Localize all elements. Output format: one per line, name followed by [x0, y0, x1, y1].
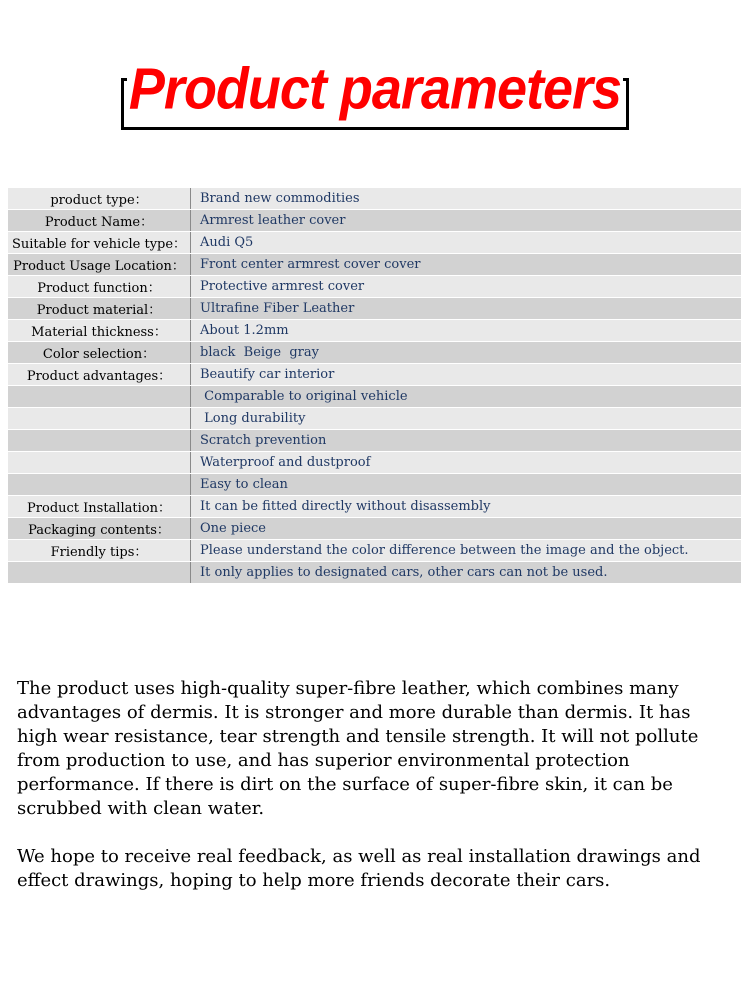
table-row [8, 496, 741, 518]
param-value: Easy to clean [191, 474, 742, 496]
param-value: Long durability [191, 408, 742, 430]
param-label [8, 562, 191, 584]
table-row [8, 298, 741, 320]
param-value: Brand new commodities [191, 188, 742, 210]
param-label: Product advantages： [8, 364, 191, 386]
param-value: Armrest leather cover [191, 210, 742, 232]
param-label: Suitable for vehicle type： [8, 232, 191, 254]
table-row [8, 232, 741, 254]
param-value: Scratch prevention [191, 430, 742, 452]
param-value: Please understand the color difference between the image and the object. [191, 540, 742, 562]
table-row [8, 276, 741, 298]
table-row [8, 474, 741, 496]
param-value: Comparable to original vehicle [191, 386, 742, 408]
parameters-table-body [8, 188, 741, 584]
param-label [8, 474, 191, 496]
page-title: Product parameters [128, 56, 622, 122]
table-row [8, 342, 741, 364]
param-value: Waterproof and dustproof [191, 452, 742, 474]
feedback-paragraph: We hope to receive real feedback, as well as real installation drawings and effect drawings, hoping to help more friends decorate their cars. [17, 846, 701, 891]
table-row [8, 320, 741, 342]
table-row [8, 254, 741, 276]
param-value: About 1.2mm [191, 320, 742, 342]
param-value: Audi Q5 [191, 232, 742, 254]
parameters-table [8, 188, 741, 584]
title-underline [121, 127, 629, 130]
table-row [8, 518, 741, 540]
param-value: It only applies to designated cars, other cars can not be used. [191, 562, 742, 584]
param-label [8, 430, 191, 452]
table-row [8, 188, 741, 210]
table-row [8, 408, 741, 430]
param-label: Product Installation： [8, 496, 191, 518]
title-banner [121, 56, 629, 130]
param-value: Beautify car interior [191, 364, 742, 386]
param-value: One piece [191, 518, 742, 540]
param-label: Product material： [8, 298, 191, 320]
param-label: Product function： [8, 276, 191, 298]
table-row [8, 430, 741, 452]
table-row [8, 562, 741, 584]
param-label: Packaging contents： [8, 518, 191, 540]
param-label: product type： [8, 188, 191, 210]
param-value: Protective armrest cover [191, 276, 742, 298]
param-label [8, 452, 191, 474]
param-label: Product Usage Location： [8, 254, 191, 276]
param-value: Front center armrest cover cover [191, 254, 742, 276]
table-row [8, 386, 741, 408]
param-value: It can be fitted directly without disassembly [191, 496, 742, 518]
param-value: Ultrafine Fiber Leather [191, 298, 742, 320]
param-label: Material thickness： [8, 320, 191, 342]
param-label: Product Name： [8, 210, 191, 232]
param-label [8, 408, 191, 430]
param-label: Friendly tips： [8, 540, 191, 562]
description-paragraph: The product uses high-quality super-fibre leather, which combines many advantages of dermis. It is stronger and more durable than dermis. It has high wear resistance, tear strength and tensile strength. It will not pollute from production to use, and has superior environmental protection performance. If there is dirt on the surface of super-fibre skin, it can be scrubbed with clean water. [17, 678, 699, 819]
table-row [8, 540, 741, 562]
table-row [8, 364, 741, 386]
param-value: black Beige gray [191, 342, 742, 364]
param-label [8, 386, 191, 408]
table-row [8, 210, 741, 232]
param-label: Color selection： [8, 342, 191, 364]
table-row [8, 452, 741, 474]
